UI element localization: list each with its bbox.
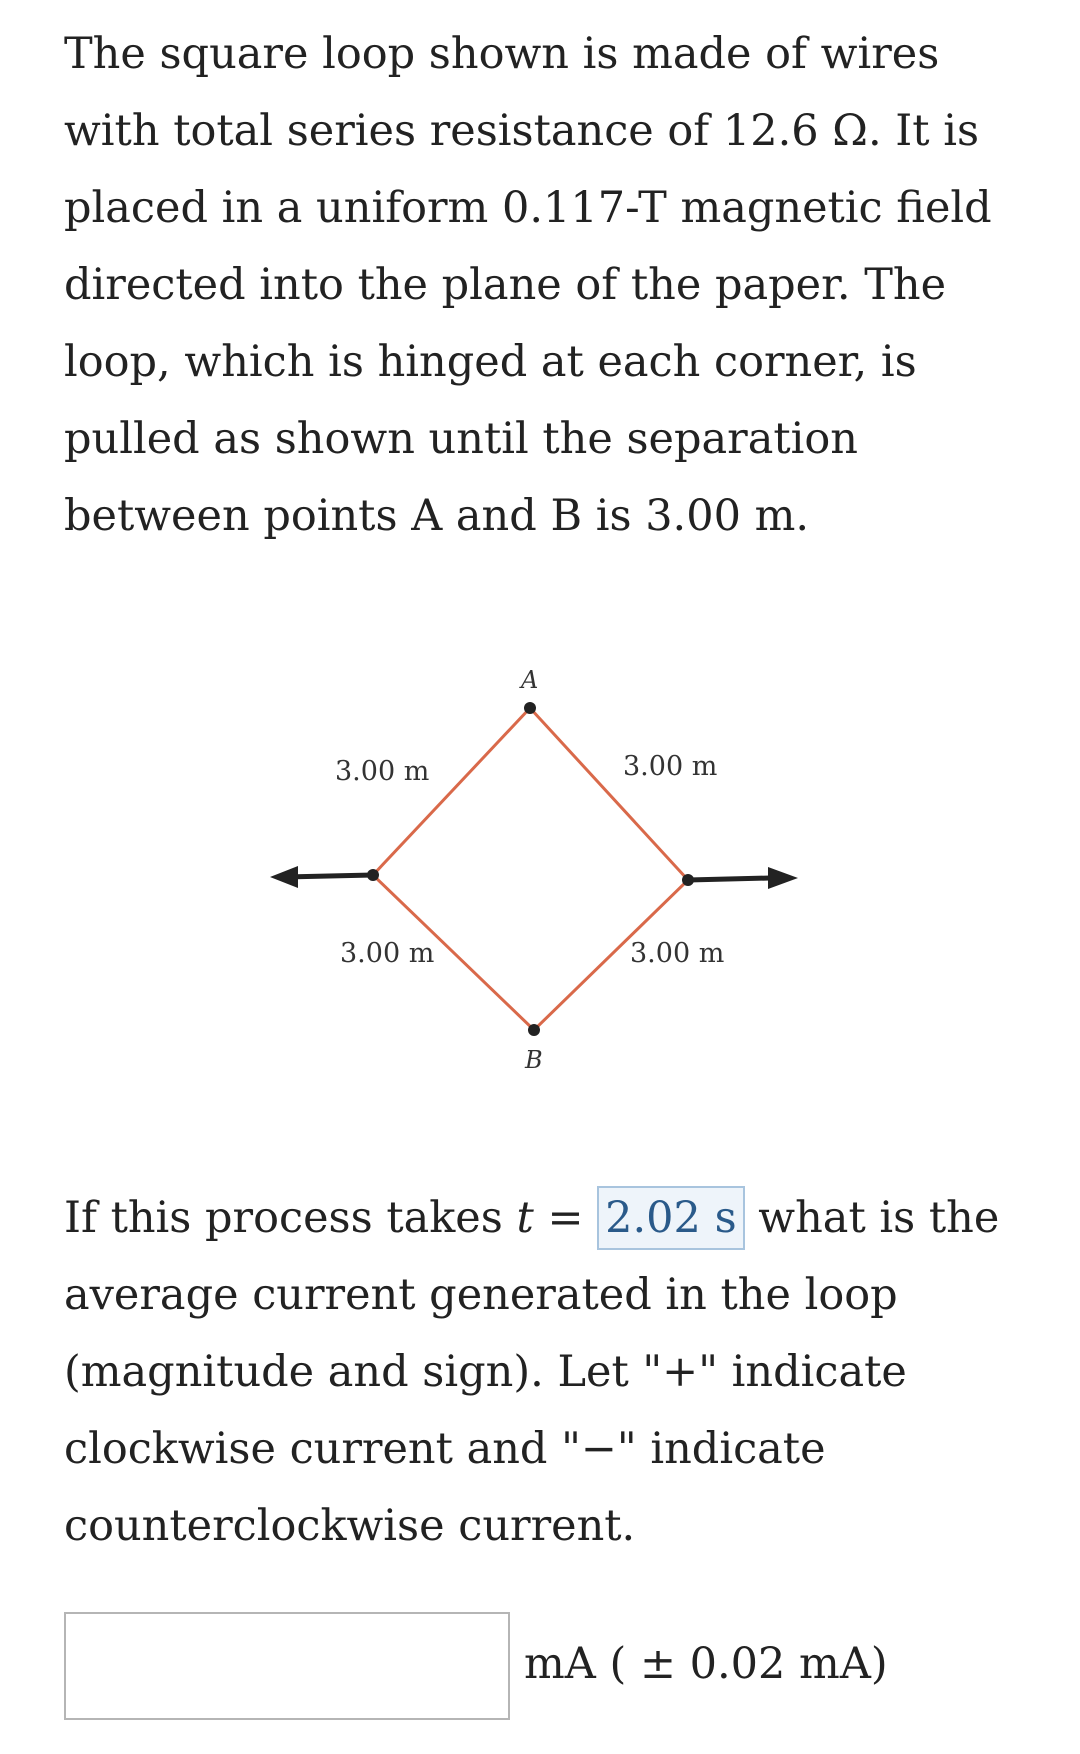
side-bottom-left-label: 3.00 m bbox=[340, 938, 435, 969]
given-time-value: 2.02 s bbox=[597, 1186, 744, 1250]
right-hinge-dot bbox=[682, 874, 694, 886]
wire-top-left bbox=[373, 708, 530, 875]
wire-top-right bbox=[530, 708, 688, 880]
side-top-left-label: 3.00 m bbox=[335, 756, 430, 787]
answer-unit-tolerance: mA ( ± 0.02 mA) bbox=[524, 1639, 888, 1689]
time-variable: t bbox=[516, 1193, 534, 1243]
right-pull-arrowhead bbox=[768, 867, 798, 889]
question-after: what is the average current generated in the loop (magnitude and sign). Let "+" indicate clockwise current and "−" indicate counterclockwise current. bbox=[64, 1193, 1000, 1551]
point-a-dot bbox=[524, 702, 536, 714]
point-b-dot bbox=[528, 1024, 540, 1036]
side-bottom-right-label: 3.00 m bbox=[630, 938, 725, 969]
point-a-label: A bbox=[521, 666, 539, 694]
side-top-right-label: 3.00 m bbox=[623, 751, 718, 782]
left-hinge-dot bbox=[367, 869, 379, 881]
left-pull-arrow-shaft bbox=[285, 875, 373, 877]
problem-statement: The square loop shown is made of wires with total series resistance of 12.6 Ω. It is placed in a uniform 0.117-T magnetic field directed into the plane of the paper. The loop, which is hinged at each corner, is pulled as shown until the separation between points A and B is 3.00 m. bbox=[64, 29, 992, 541]
question-text bbox=[64, 1180, 1024, 1565]
answer-input[interactable] bbox=[64, 1612, 510, 1720]
point-b-label: B bbox=[525, 1046, 543, 1074]
square-loop-diagram bbox=[240, 650, 840, 1110]
equals-sign: = bbox=[533, 1193, 598, 1243]
left-pull-arrowhead bbox=[270, 866, 298, 888]
right-pull-arrow-shaft bbox=[688, 878, 770, 880]
question-before: If this process takes bbox=[64, 1193, 517, 1243]
